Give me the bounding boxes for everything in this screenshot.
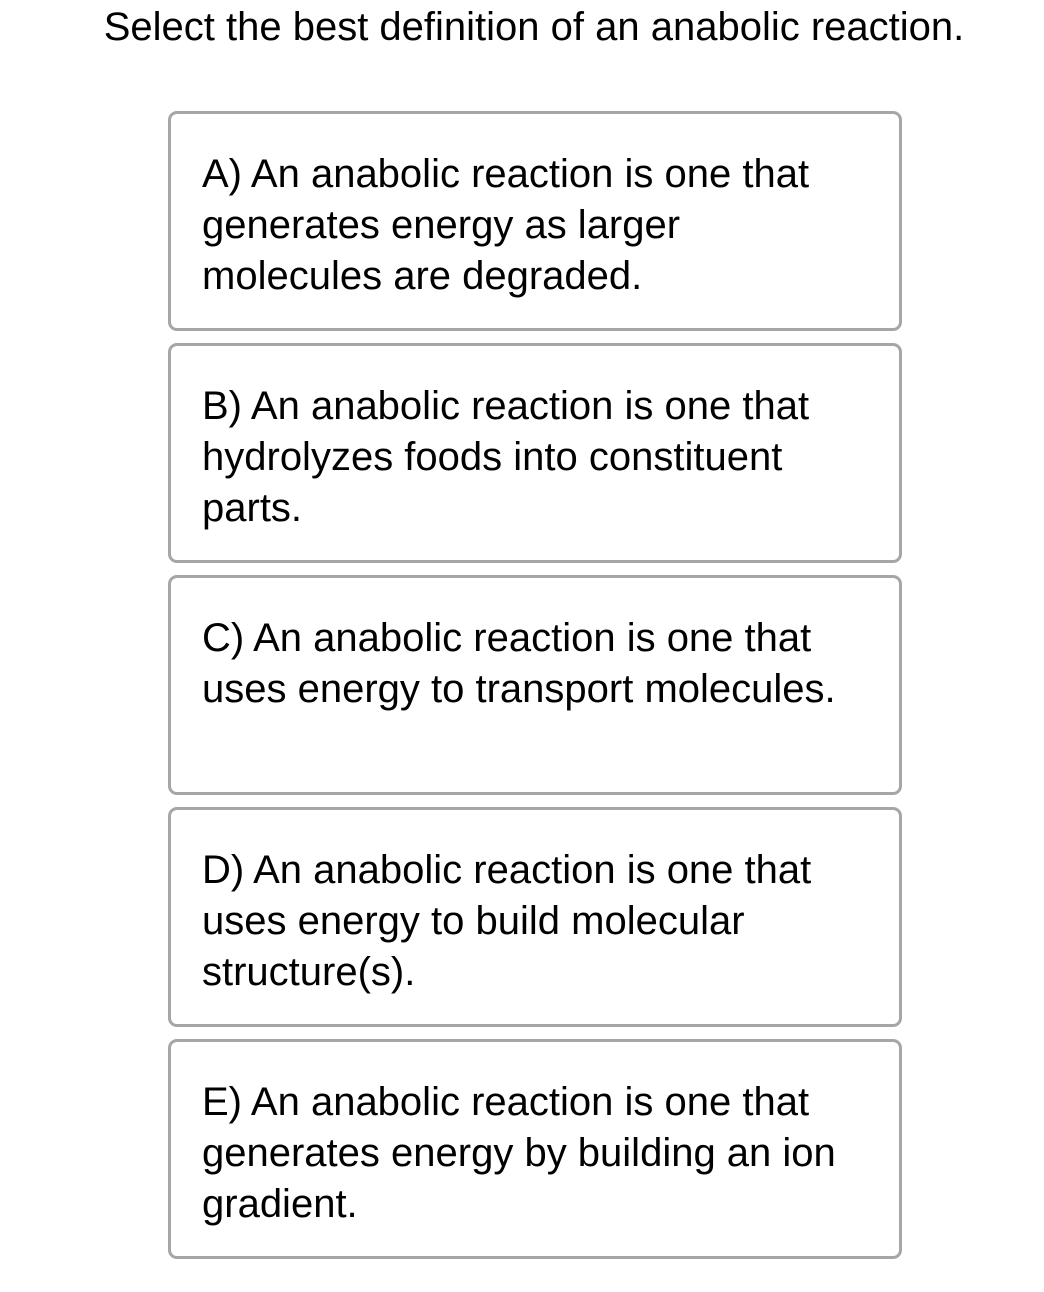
answer-option-e-label: E) An anabolic reaction is one that generates energy by building an ion gradient. [202, 1080, 836, 1226]
answer-option-c-label: C) An anabolic reaction is one that uses energy to transport molecules. [202, 616, 836, 711]
answer-option-b[interactable] [168, 343, 902, 563]
answer-option-a-label: A) An anabolic reaction is one that generates energy as larger molecules are degraded. [202, 152, 810, 298]
answer-option-b-label: B) An anabolic reaction is one that hydrolyzes foods into constituent parts. [202, 384, 810, 530]
answer-options-list [168, 111, 902, 1271]
answer-option-a[interactable] [168, 111, 902, 331]
question-prompt: Select the best definition of an anabolic reaction. [103, 5, 965, 49]
answer-option-e[interactable] [168, 1039, 902, 1259]
answer-option-d[interactable] [168, 807, 902, 1027]
answer-option-d-label: D) An anabolic reaction is one that uses energy to build molecular structure(s). [202, 848, 812, 994]
answer-option-c[interactable] [168, 575, 902, 795]
